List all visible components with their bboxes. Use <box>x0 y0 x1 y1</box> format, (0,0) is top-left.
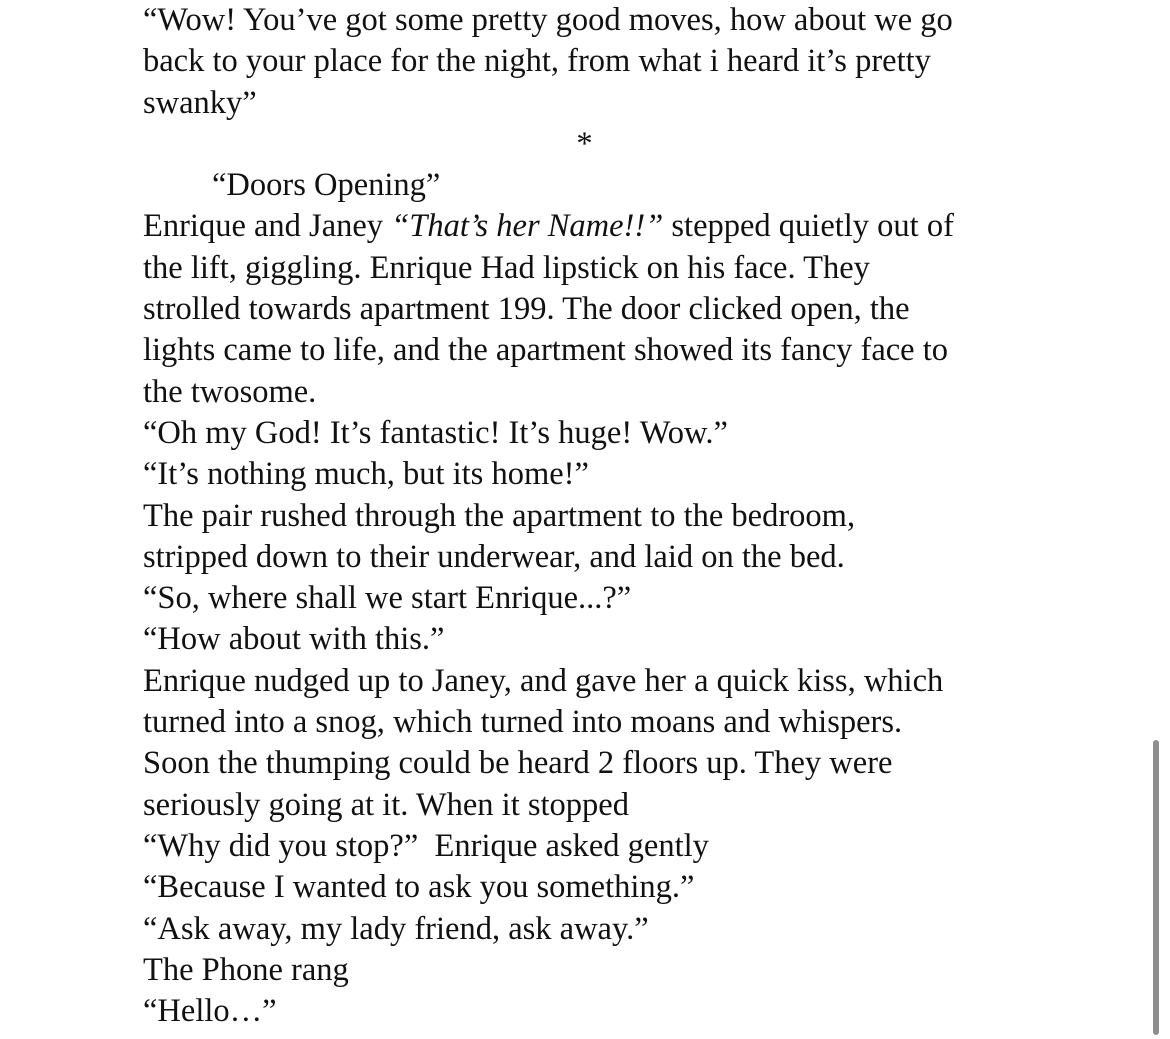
text-line: back to your place for the night, from what i heard it’s pretty <box>143 43 931 80</box>
italic-aside: “That’s her Name!!” <box>391 208 664 245</box>
text-line: The Phone rang <box>143 951 349 988</box>
text-line: seriously going at it. When it stopped <box>143 786 629 823</box>
text-line: “Oh my God! It’s fantastic! It’s huge! Wow.” <box>143 414 728 451</box>
text-line: “Why did you stop?” Enrique asked gently <box>143 827 709 864</box>
text-line: lights came to life, and the apartment showed its fancy face to <box>143 332 948 369</box>
scene-heading: “Doors Opening” <box>212 167 441 204</box>
text-line: “So, where shall we start Enrique...?” <box>143 580 632 617</box>
text-line: “It’s nothing much, but its home!” <box>143 456 589 493</box>
section-break: * <box>576 125 593 162</box>
vertical-scrollbar-thumb[interactable] <box>1153 740 1159 1035</box>
text-line: Soon the thumping could be heard 2 floors up. They were <box>143 745 893 782</box>
text-line <box>143 206 1143 247</box>
text-line: “Wow! You’ve got some pretty good moves, how about we go <box>143 2 953 38</box>
text-line: “Ask away, my lady friend, ask away.” <box>143 910 649 947</box>
text-line: Enrique nudged up to Janey, and gave her a quick kiss, which <box>143 662 944 699</box>
text-line: swanky” <box>143 84 257 121</box>
text-line: The pair rushed through the apartment to the bedroom, <box>143 497 856 534</box>
text-line: stripped down to their underwear, and laid on the bed. <box>143 538 845 575</box>
text-line: “Because I wanted to ask you something.” <box>143 869 695 906</box>
text-line: the lift, giggling. Enrique Had lipstick on his face. They <box>143 249 870 286</box>
document-body <box>143 0 1143 1032</box>
text-line: turned into a snog, which turned into moans and whispers. <box>143 704 903 741</box>
text-line: “How about with this.” <box>143 621 445 658</box>
text-line: the twosome. <box>143 373 317 410</box>
text-segment: Enrique and Janey <box>143 208 392 245</box>
text-line: strolled towards apartment 199. The door clicked open, the <box>143 291 910 328</box>
text-segment: stepped quietly out of <box>663 208 954 245</box>
text-line: “Hello…” <box>143 993 277 1030</box>
